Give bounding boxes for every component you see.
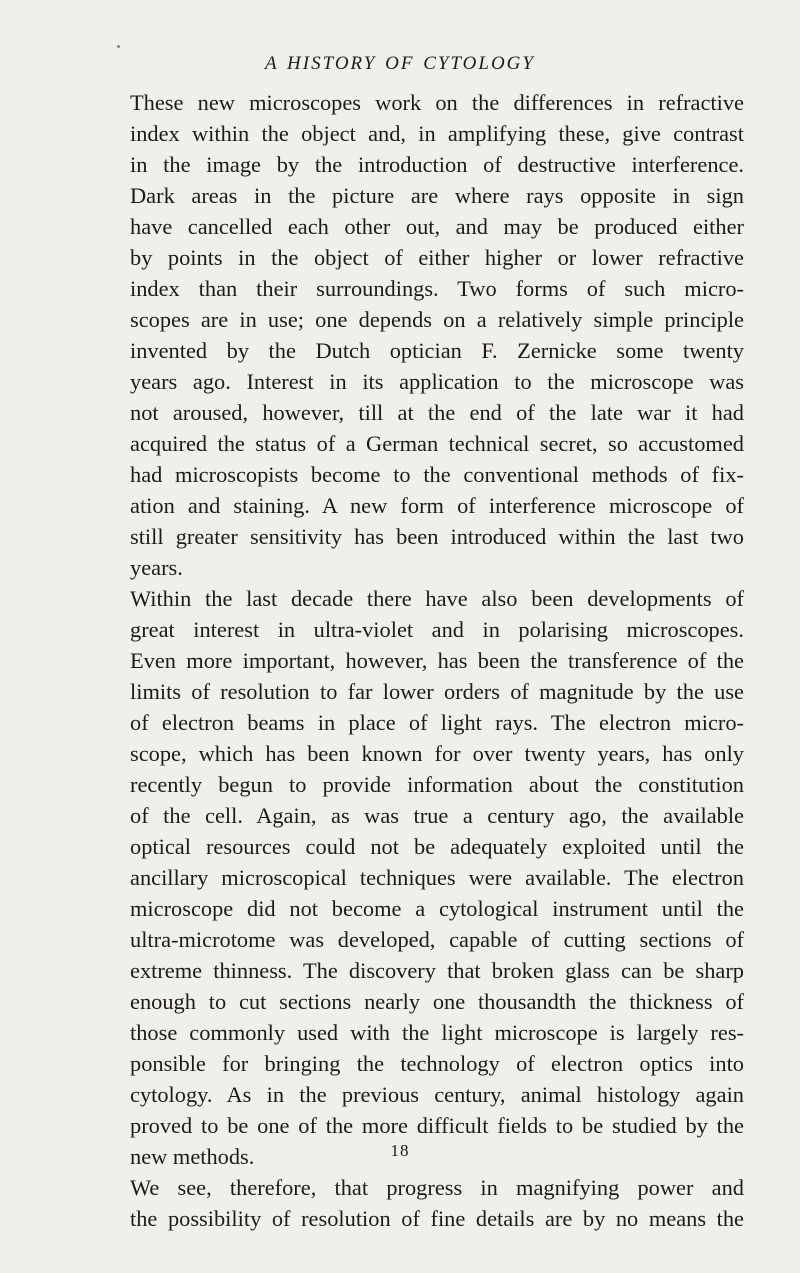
print-speck — [117, 45, 120, 48]
text-line: those commonly used with the light microscope is largely res- — [130, 1020, 744, 1045]
page-number: 18 — [390, 1141, 410, 1160]
text-line: These new microscopes work on the differences in refractive — [130, 90, 744, 115]
text-line: microscope did not become a cytological instrument until the — [130, 896, 744, 921]
paragraph — [130, 87, 744, 583]
text-line: acquired the status of a German technical secret, so accustomed — [130, 431, 744, 456]
running-head: A HISTORY OF CYTOLOGY — [265, 53, 535, 74]
text-line: scopes are in use; one depends on a relatively simple principle — [130, 307, 744, 332]
text-line: the possibility of resolution of fine details are by no means the — [130, 1206, 744, 1231]
text-line: We see, therefore, that progress in magnifying power and — [130, 1175, 744, 1200]
text-line: Even more important, however, has been the transference of the — [130, 648, 744, 673]
text-line: ation and staining. A new form of interference microscope of — [130, 493, 744, 518]
text-line: new methods. — [130, 1144, 255, 1169]
text-line: Within the last decade there have also been developments of — [130, 586, 744, 611]
text-line: by points in the object of either higher or lower refractive — [130, 245, 744, 270]
text-line: years ago. Interest in its application to the microscope was — [130, 369, 744, 394]
body-text — [130, 87, 744, 1234]
text-line: Dark areas in the picture are where rays opposite in sign — [130, 183, 744, 208]
text-line: ancillary microscopical techniques were available. The electron — [130, 865, 744, 890]
text-line: of the cell. Again, as was true a century ago, the available — [130, 803, 744, 828]
text-line: index than their surroundings. Two forms of such micro- — [130, 276, 744, 301]
text-line: ponsible for bringing the technology of electron optics into — [130, 1051, 744, 1076]
text-line: have cancelled each other out, and may be produced either — [130, 214, 744, 239]
text-line: optical resources could not be adequately exploited until the — [130, 834, 744, 859]
text-line: ultra-microtome was developed, capable of cutting sections of — [130, 927, 744, 952]
text-line: recently begun to provide information about the constitution — [130, 772, 744, 797]
text-line: limits of resolution to far lower orders of magnitude by the use — [130, 679, 744, 704]
text-line: of electron beams in place of light rays. The electron micro- — [130, 710, 744, 735]
paragraph — [130, 583, 744, 1172]
text-line: in the image by the introduction of destructive interference. — [130, 152, 744, 177]
text-line: enough to cut sections nearly one thousandth the thickness of — [130, 989, 744, 1014]
text-line: not aroused, however, till at the end of the late war it had — [130, 400, 744, 425]
text-line: years. — [130, 555, 183, 580]
text-line: had microscopists become to the conventional methods of fix- — [130, 462, 744, 487]
text-line: proved to be one of the more difficult fields to be studied by the — [130, 1113, 744, 1138]
text-line: cytology. As in the previous century, animal histology again — [130, 1082, 744, 1107]
text-line: scope, which has been known for over twenty years, has only — [130, 741, 744, 766]
text-line: invented by the Dutch optician F. Zernicke some twenty — [130, 338, 744, 363]
text-line: extreme thinness. The discovery that broken glass can be sharp — [130, 958, 744, 983]
text-line: great interest in ultra-violet and in polarising microscopes. — [130, 617, 744, 642]
text-line: still greater sensitivity has been introduced within the last two — [130, 524, 744, 549]
paragraph — [130, 1172, 744, 1234]
text-line: index within the object and, in amplifying these, give contrast — [130, 121, 744, 146]
